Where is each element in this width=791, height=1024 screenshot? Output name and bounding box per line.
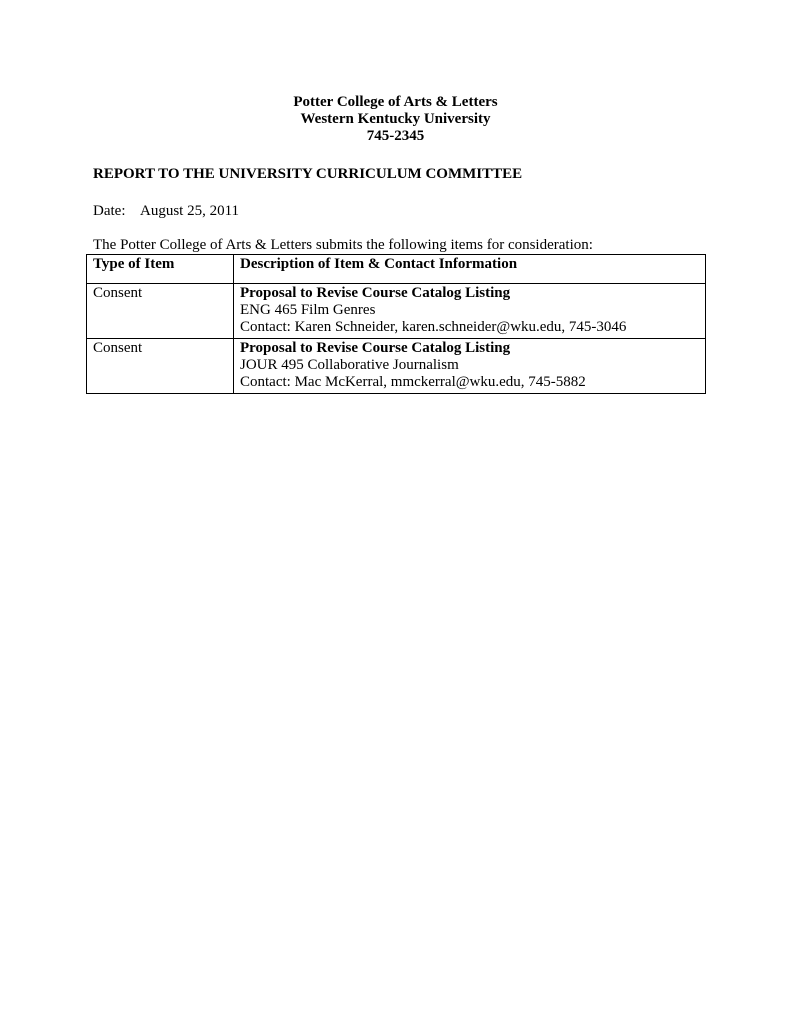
- table-row: [87, 284, 706, 339]
- item-title: Proposal to Revise Course Catalog Listing: [240, 340, 511, 356]
- college-name: Potter College of Arts & Letters: [293, 94, 498, 110]
- item-title: Proposal to Revise Course Catalog Listing: [240, 285, 511, 301]
- column-header-description: Description of Item & Contact Information: [234, 255, 706, 284]
- university-name: Western Kentucky University: [300, 111, 491, 127]
- item-type: Consent: [87, 284, 234, 339]
- item-description: [234, 284, 706, 339]
- date-line: [93, 202, 239, 220]
- item-course: ENG 465 Film Genres: [240, 302, 376, 318]
- table-header-row: [87, 255, 706, 284]
- date-label: Date:: [93, 203, 126, 219]
- item-description: [234, 339, 706, 394]
- item-type: Consent: [87, 339, 234, 394]
- column-header-type: Type of Item: [87, 255, 234, 284]
- items-table: [86, 254, 706, 394]
- item-course: JOUR 495 Collaborative Journalism: [240, 357, 459, 373]
- intro-text: The Potter College of Arts & Letters submits the following items for consideration:: [93, 237, 593, 253]
- item-contact: Contact: Mac McKerral, mmckerral@wku.edu, 745-5882: [240, 374, 586, 390]
- phone-number: 745-2345: [366, 128, 425, 144]
- date-value: August 25, 2011: [140, 203, 240, 219]
- item-contact: Contact: Karen Schneider, karen.schneider@wku.edu, 745-3046: [240, 319, 627, 335]
- report-title: REPORT TO THE UNIVERSITY CURRICULUM COMMITTEE: [93, 166, 523, 182]
- document-header: [0, 94, 791, 145]
- table-row: [87, 339, 706, 394]
